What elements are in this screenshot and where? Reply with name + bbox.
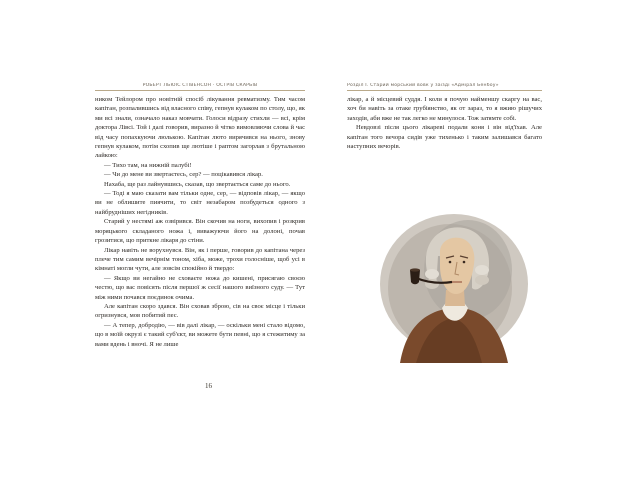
left-page-text: [95, 95, 305, 349]
paragraph: Але капітан скоро здався. Він сховав зброю, сів на своє місце і тільки огризнувся, мов побитий пес.: [95, 302, 305, 320]
portrait-illustration-icon: [372, 208, 532, 363]
paragraph: — Чи до мене ви звертаєтесь, сер? — поцікавився лікар.: [104, 171, 263, 179]
right-running-header: Розділ I. Старий морський вовк у заїзді «Адмірал Бенбоу»: [347, 83, 542, 91]
paragraph: — Тихо там, на нижній палубі!: [104, 161, 192, 169]
right-page-text: [347, 95, 542, 151]
paragraph: — А тепер, добродію, — вів далі лікар, — оскільки мені стало відомо, що в моїй окрузі є такий суб'єкт, ви можете бути певні, що я стежитиму за вами вдень і вночі. Я не лише: [95, 321, 305, 348]
left-running-header: РОБЕРТ ЛЬЮЇС СТІВЕНСОН · ОСТРІВ СКАРБІВ: [95, 83, 305, 91]
paragraph: Невдовзі після цього лікареві подали коня і він від'їхав. Але капітан того вечора сидів уже тихенько і таким залишався багато наступних вечорів.: [347, 124, 542, 151]
right-page: [347, 83, 542, 151]
left-page: [95, 83, 305, 349]
paragraph: Лікар навіть не ворухнувся. Він, як і перше, говорив до капітана через плече тим самим вечірнім тоном, хіба, може, трохи голосніше, щоб усі в кімнаті могли чути, але зовсім спокійно й твердо:: [95, 246, 305, 273]
paragraph: лікар, а й місцевий суддя. І коли я почую найменшу скаргу на вас, хоч би навіть за отаке грубіянство, як от зараз, то я вжию рішучих заходів, аби вже не так легко не минулося. Тож затямте собі.: [347, 96, 542, 122]
paragraph: Старий у нестямі аж озвірився. Він скочив на ноги, вихопив і розкрив моряцького складаного ножа і, виважуючи його на долоні, почав грозитися, що приткне лікаря до стіни.: [95, 218, 305, 245]
paragraph: — Тоді я маю сказати вам тільки одне, сер, — відповів лікар, — якщо ви не облишите пиячити, то світ незабаром позбудеться одного з найбрудніших негідників.: [95, 190, 305, 216]
paragraph: — Якщо ви негайно не сховаєте ножа до кишені, присягаю своєю честю, що вас повісять після першої ж сесії нашого виїзного суду. — Тут між ними почався поєдинок очима.: [95, 274, 305, 301]
page-number: 16: [205, 382, 212, 390]
paragraph: ником Тейлором про новітній спосіб лікування ревматизму. Тим часом капітан, розпалившись від власного співу, гепнув кулаком по столу, що, як ми всі знали, означало наказ мовчати. Голоси відразу стихли — всі, крім доктора Лівсі. Той і далі говорив, виразно й чітко вимовляючи слова й час від часу попахкуючи люлькою. Капітан люто вирячився на нього, знову гепнув кулаком, потім схопив ще лютіше і раптом загорлав з брутальною лайкою:: [95, 96, 305, 160]
paragraph: Нахаба, ще раз лайнувшись, сказав, що звертається саме до нього.: [104, 180, 291, 188]
